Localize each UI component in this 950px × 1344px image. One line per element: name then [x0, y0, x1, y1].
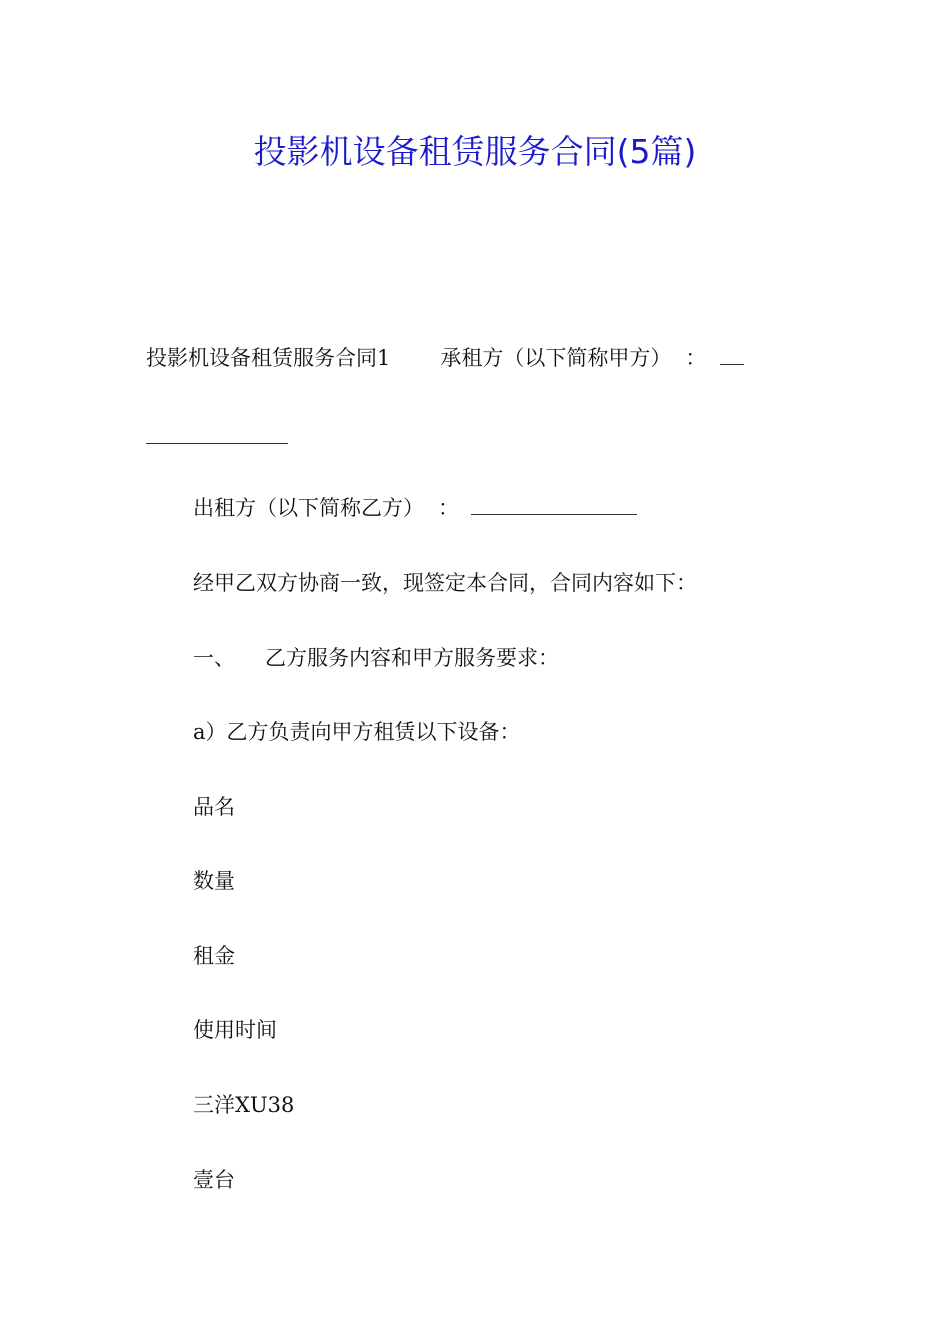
party-b-colon: ：: [438, 496, 459, 520]
section-one-heading: [193, 643, 559, 673]
party-a-colon: ：: [685, 346, 707, 370]
agreement-intro: 经甲乙双方协商一致，现签定本合同，合同内容如下：: [193, 571, 697, 595]
party-a-label: 承租方（以下简称甲方）: [440, 346, 672, 370]
party-a-blank-continued: [146, 443, 288, 444]
table-line-quantity: 数量: [193, 869, 235, 893]
contract-heading: 投影机设备租赁服务合同1: [146, 346, 391, 370]
table-line-usage-time: 使用时间: [193, 1018, 277, 1042]
section-one-number: 一、: [193, 646, 235, 670]
item-a-text: a）乙方负责向甲方租赁以下设备：: [193, 720, 521, 744]
party-a-blank-start: [720, 344, 744, 365]
table-line-model: 三洋XU38: [193, 1093, 295, 1117]
party-b-blank: [471, 494, 637, 515]
section-one-title: 乙方服务内容和甲方服务要求：: [265, 646, 559, 670]
party-b-line: [193, 493, 637, 523]
table-line-product-name: 品名: [193, 795, 235, 819]
party-b-label: 出租方（以下简称乙方）: [193, 496, 424, 520]
table-line-rent: 租金: [193, 944, 235, 968]
table-line-unit-count: 壹台: [193, 1168, 235, 1192]
document-title: 投影机设备租赁服务合同(5篇): [253, 132, 697, 171]
contract-first-line: [146, 343, 744, 373]
